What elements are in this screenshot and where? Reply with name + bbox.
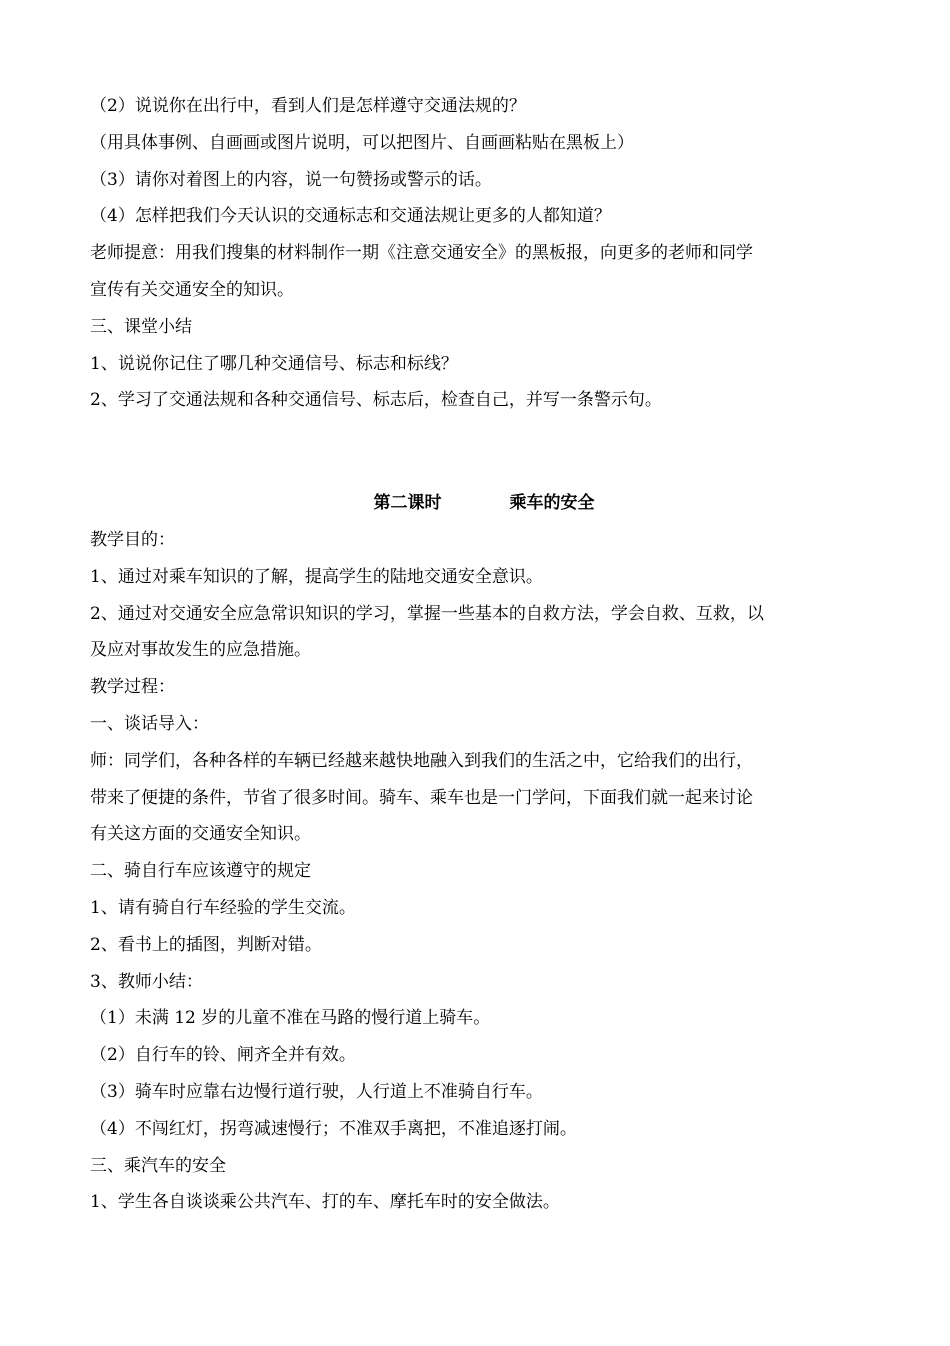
text-line: （4）不闯红灯，拐弯减速慢行；不准双手离把，不准追逐打闹。 [90,1118,577,1139]
section-heading: 一、谈话导入： [90,713,209,734]
text-line: （3）骑车时应靠右边慢行道行驶，人行道上不准骑自行车。 [90,1081,543,1102]
text-line: 及应对事故发生的应急措施。 [90,640,311,661]
text-line: （用具体事例、自画画或图片说明，可以把图片、自画画粘贴在黑板上） [90,132,634,153]
text-line: 带来了便捷的条件，节省了很多时间。骑车、乘车也是一门学问，下面我们就一起来讨论 [90,787,753,808]
text-line: 3、教师小结： [90,971,203,992]
text-line: 教学过程： [90,677,175,698]
lesson-title-part1: 第二课时 [373,493,442,514]
text-line: （2）自行车的铃、闸齐全并有效。 [90,1045,356,1066]
spacer [90,419,860,485]
text-line: （2）说说你在出行中，看到人们是怎样遵守交通法规的？ [90,96,526,116]
text-line: （1）未满 12 岁的儿童不准在马路的慢行道上骑车。 [90,1008,491,1029]
text-line: （4）怎样把我们今天认识的交通标志和交通法规让更多的人都知道？ [90,206,611,227]
text-line: 2、通过对交通安全应急常识知识的学习，掌握一些基本的自救方法，学会自救、互救，以 [90,603,764,624]
text-line: 师：同学们，各种各样的车辆已经越来越快地融入到我们的生活之中，它给我们的出行， [90,750,753,771]
text-line: 宣传有关交通安全的知识。 [90,279,294,300]
text-line: 1、通过对乘车知识的了解，提高学生的陆地交通安全意识。 [90,566,543,587]
section-heading: 三、乘汽车的安全 [90,1155,226,1176]
lesson-title-part2: 乘车的安全 [509,493,595,514]
text-line: 老师提意：用我们搜集的材料制作一期《注意交通安全》的黑板报，向更多的老师和同学 [90,243,753,264]
text-line: 教学目的： [90,529,175,550]
document-page [90,88,860,1221]
section-b [90,522,860,1221]
text-line: 1、说说你记住了哪几种交通信号、标志和标线？ [90,353,458,374]
text-line: 1、请有骑自行车经验的学生交流。 [90,897,356,918]
text-line: 1、学生各自谈谈乘公共汽车、打的车、摩托车时的安全做法。 [90,1192,560,1213]
text-line: 2、看书上的插图，判断对错。 [90,934,322,955]
section-heading: 三、课堂小结 [90,316,192,337]
text-line: 有关这方面的交通安全知识。 [90,824,311,845]
section-a [90,88,860,419]
text-line: （3）请你对着图上的内容，说一句赞扬或警示的话。 [90,169,492,190]
section-heading: 二、骑自行车应该遵守的规定 [90,861,311,882]
lesson-title [90,485,860,522]
text-line: 2、学习了交通法规和各种交通信号、标志后，检查自己，并写一条警示句。 [90,390,662,411]
